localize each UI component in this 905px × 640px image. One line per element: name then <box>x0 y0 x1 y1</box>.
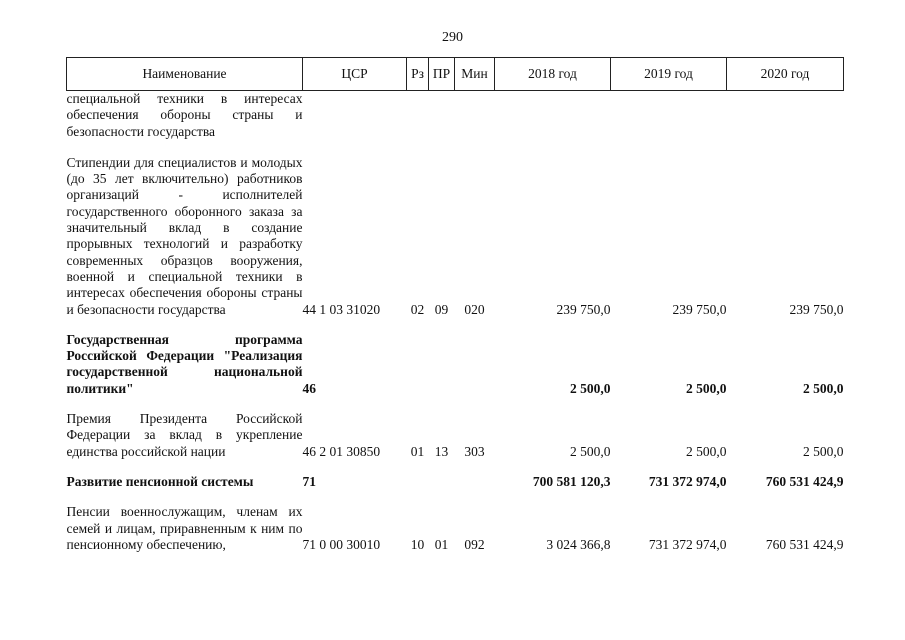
row-2020: 760 531 424,9 <box>765 473 844 489</box>
row-rz: 10 <box>410 536 425 552</box>
row-name: специальной техники в интересах обеспечения обороны страны и безопасности государства <box>66 91 303 139</box>
row-rz: 01 <box>410 443 425 459</box>
row-name: Развитие пенсионной системы <box>66 473 254 489</box>
header-2020: 2020 год <box>727 58 844 91</box>
table-row-program-total <box>67 460 844 490</box>
header-name: Наименование <box>67 58 303 91</box>
header-rz: Рз <box>407 58 429 91</box>
row-2019: 239 750,0 <box>672 301 727 317</box>
row-rz: 02 <box>410 301 425 317</box>
row-2018: 2 500,0 <box>570 380 611 396</box>
row-2019 <box>611 91 727 155</box>
row-pr <box>429 318 455 397</box>
row-pr: 13 <box>434 443 449 459</box>
header-pr: ПР <box>429 58 455 91</box>
row-rz <box>407 318 429 397</box>
row-csr: 71 <box>302 473 316 489</box>
row-pr: 09 <box>434 301 449 317</box>
row-min: 303 <box>464 443 485 459</box>
row-2018: 700 581 120,3 <box>532 473 611 489</box>
row-pr <box>429 91 455 155</box>
row-min <box>455 460 495 490</box>
row-rz <box>407 460 429 490</box>
table-row <box>67 490 844 553</box>
row-2019: 731 372 974,0 <box>648 536 727 552</box>
header-csr: ЦСР <box>303 58 407 91</box>
header-2018: 2018 год <box>495 58 611 91</box>
row-2018: 2 500,0 <box>570 443 611 459</box>
row-2020: 2 500,0 <box>803 443 844 459</box>
row-2019: 731 372 974,0 <box>648 473 727 489</box>
row-2020: 760 531 424,9 <box>765 536 844 552</box>
row-csr: 46 <box>302 380 316 396</box>
row-name: Стипендии для специалистов и молодых (до 35 лет включительно) работников организаций - исполнителей государственного оборонного заказа за значительный вклад в создание прорывных технологий и разработку современных образцов вооружения, военной и специальной техники в интересах обеспечения обороны страны и безопасности государства <box>66 154 303 317</box>
row-2020 <box>727 91 844 155</box>
row-csr: 46 2 01 30850 <box>302 443 381 459</box>
row-2018 <box>495 91 611 155</box>
row-2019: 2 500,0 <box>686 443 727 459</box>
row-pr <box>429 460 455 490</box>
header-min: Мин <box>455 58 495 91</box>
table-row-program-total <box>67 318 844 397</box>
row-2020: 2 500,0 <box>803 380 844 396</box>
row-min: 092 <box>464 536 485 552</box>
row-min <box>455 318 495 397</box>
table-header-row <box>67 58 844 91</box>
row-2020: 239 750,0 <box>789 301 844 317</box>
row-csr: 71 0 00 30010 <box>302 536 381 552</box>
row-csr <box>303 91 407 155</box>
row-name: Пенсии военнослужащим, членам их семей и лицам, приравненным к ним по пенсионному обеспечению, <box>66 504 303 552</box>
table-row <box>67 155 844 318</box>
row-name: Государственная программа Российской Федерации "Реализация государственной национальной политики" <box>66 331 303 396</box>
table-row <box>67 397 844 460</box>
page-number: 290 <box>442 30 463 45</box>
header-2019: 2019 год <box>611 58 727 91</box>
row-name: Премия Президента Российской Федерации за вклад в укрепление единства российской нации <box>66 411 303 459</box>
row-2018: 239 750,0 <box>556 301 611 317</box>
row-min: 020 <box>464 301 485 317</box>
budget-table <box>66 57 844 553</box>
row-2018: 3 024 366,8 <box>546 536 611 552</box>
row-2019: 2 500,0 <box>686 380 727 396</box>
row-pr: 01 <box>434 536 449 552</box>
row-csr: 44 1 03 31020 <box>302 301 381 317</box>
row-min <box>455 91 495 155</box>
row-rz <box>407 91 429 155</box>
table-row <box>67 91 844 155</box>
